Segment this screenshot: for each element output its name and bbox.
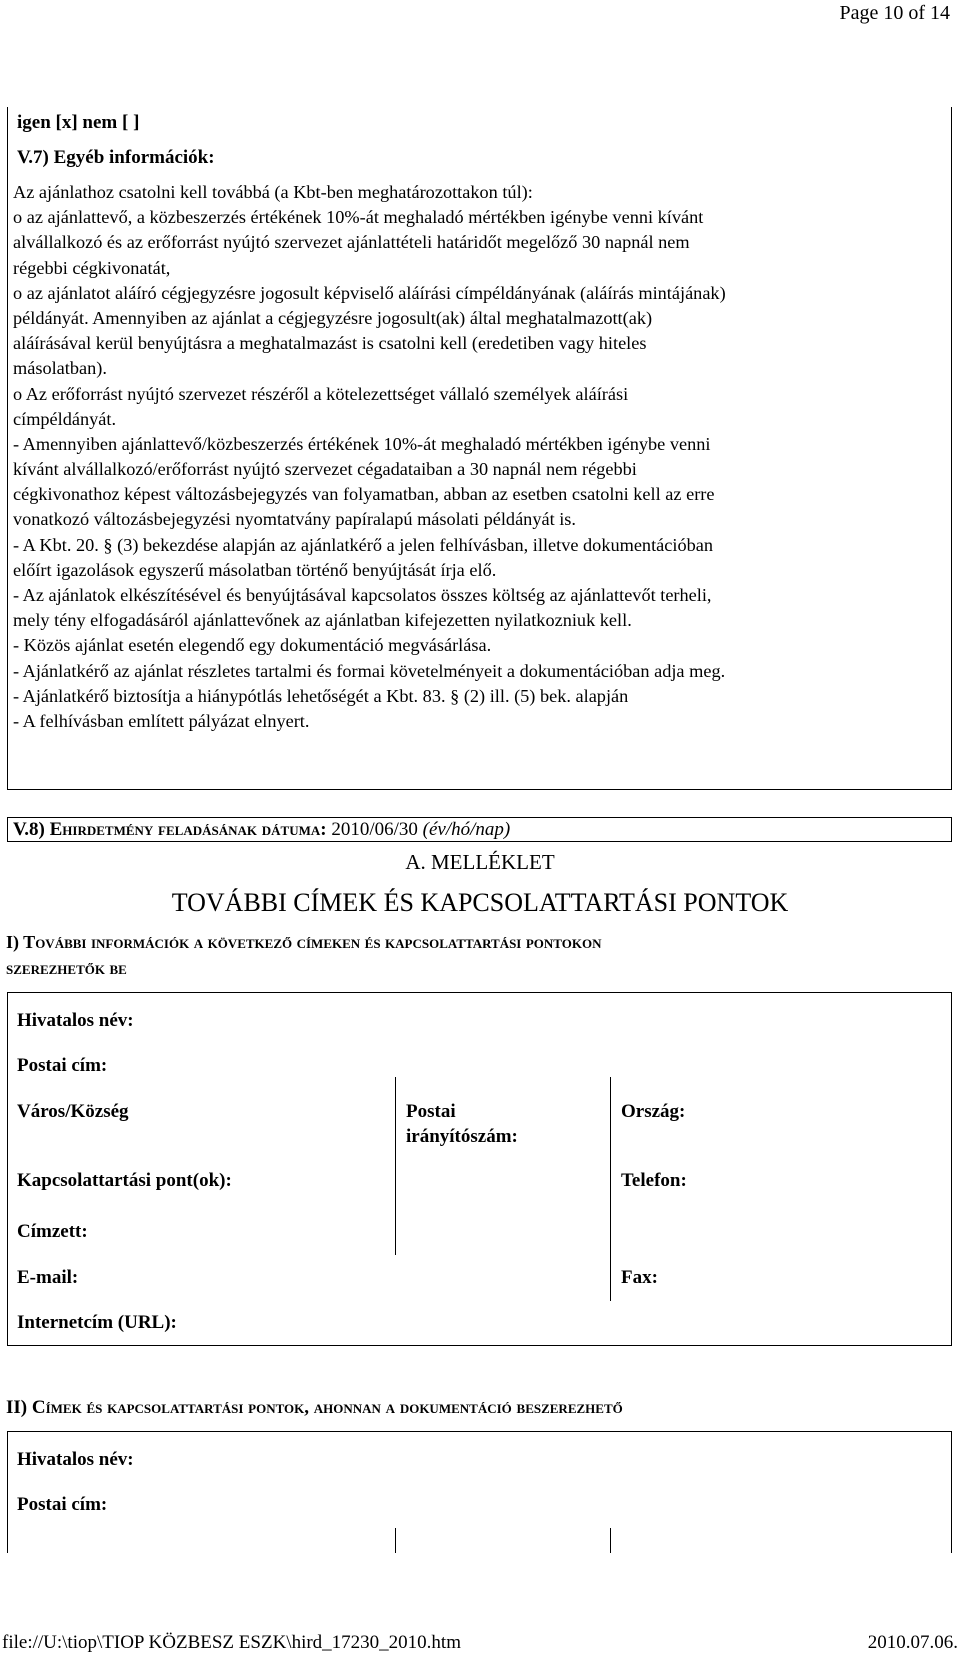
annex-title: A. MELLÉKLET xyxy=(405,850,555,874)
phone-label: Telefon: xyxy=(621,1170,687,1191)
v7-line: - A Kbt. 20. § (3) bekezdése alapján az ajánlatkérő a jelen felhívásban, illetve dokumentációban xyxy=(13,534,713,555)
country-label: Ország: xyxy=(621,1101,686,1122)
v8-format: (év/hó/nap) xyxy=(422,819,511,840)
v7-line: aláírásával kerül benyújtásra a meghatalmazást is csatolni kell (eredetiben vagy hiteles xyxy=(13,333,647,354)
v7-line: - Az ajánlatok elkészítésével és benyújtásával kapcsolatos összes költség az ajánlattevőt terheli, xyxy=(13,585,712,605)
section-ii-label: ímek és kapcsolattartási pontok, ahonnan a dokumentáció beszerezhető xyxy=(45,1397,623,1418)
email-label: E-mail: xyxy=(17,1267,79,1288)
addressee-label: Címzett: xyxy=(17,1221,88,1242)
fax-label: Fax: xyxy=(621,1267,658,1288)
postal-code-label-2: irányítószám: xyxy=(406,1126,518,1147)
v7-line: másolatban). xyxy=(13,358,107,379)
annex-heading: TOVÁBBI CÍMEK ÉS KAPCSOLATTARTÁSI PONTOK xyxy=(171,888,789,917)
postal-address-label-2: Postai cím: xyxy=(17,1494,108,1515)
section-ii-title xyxy=(6,1397,623,1419)
v7-line: Az ajánlathoz csatolni kell továbbá (a Kbt-ben meghatározottakon túl): xyxy=(13,182,533,202)
v8-prefix: V.8) E xyxy=(13,819,63,840)
v7-line: o az ajánlattevő, a közbeszerzés értékének 10%-át meghaladó mértékben igénybe venni kívánt xyxy=(13,207,704,228)
v7-body xyxy=(13,180,948,734)
page-number: Page 10 of 14 xyxy=(839,2,950,24)
section-i-title xyxy=(6,932,601,953)
v7-line: o Az erőforrást nyújtó szervezet részéről a kötelezettséget vállaló személyek aláírási xyxy=(13,383,629,404)
contact-form-1 xyxy=(7,992,952,1346)
section-ii-prefix: II) C xyxy=(6,1397,46,1418)
v8-line xyxy=(13,819,510,841)
v7-line: kívánt alvállalkozó/erőforrást nyújtó szervezet cégadataiban a 30 napnál nem régebbi xyxy=(13,459,637,480)
contact-point-label: Kapcsolattartási pont(ok): xyxy=(17,1170,232,1191)
v7-line: - Amennyiben ajánlattevő/közbeszerzés értékének 10%-át meghaladó mértékben igénybe venni xyxy=(13,433,711,454)
v7-line: cégkivonathoz képest változásbejegyzés van folyamatban, abban az esetben csatolni kell az erre xyxy=(13,484,715,505)
v7-line: előírt igazolások egyszerű másolatban történő benyújtását írja elő. xyxy=(13,559,497,580)
v7-line: mely tény elfogadásáról ajánlattevőnek az ajánlatban kifejezetten nyilatkozniuk kell. xyxy=(13,610,632,631)
v7-line: - Ajánlatkérő az ajánlat részletes tartalmi és formai követelményeit a dokumentációban adja meg. xyxy=(13,660,726,681)
section-i-line2: szerezhetők be xyxy=(6,958,127,978)
v7-line: - Közös ajánlat esetén elegendő egy dokumentáció megvásárlása. xyxy=(13,635,492,656)
postal-address-label: Postai cím: xyxy=(17,1055,108,1076)
official-name-label: Hivatalos név: xyxy=(17,1010,134,1031)
v7-title: V.7) Egyéb információk: xyxy=(17,147,215,168)
v7-line: - Ajánlatkérő biztosítja a hiánypótlás lehetőségét a Kbt. 83. § (2) ill. (5) bek. alapján xyxy=(13,685,629,706)
footer-path: file://U:\tiop\TIOP KÖZBESZ ESZK\hird_17230_2010.htm xyxy=(2,1632,461,1653)
v7-line: példányát. Amennyiben az ajánlat a cégjegyzésre jogosult(ak) által meghatalmazott(ak) xyxy=(13,307,653,328)
official-name-label-2: Hivatalos név: xyxy=(17,1449,134,1470)
v8-label: hirdetmény feladásának dátuma: xyxy=(62,819,327,840)
city-label: Város/Község xyxy=(17,1101,129,1122)
contact-form-2 xyxy=(7,1431,952,1553)
v7-line: régebbi cégkivonatát, xyxy=(13,257,171,278)
v7-line: o az ajánlatot aláíró cégjegyzésre jogosult képviselő aláírási címpéldányának (aláírás mintájának) xyxy=(13,282,726,303)
v8-date: 2010/06/30 xyxy=(331,819,418,840)
v7-line: vonatkozó változásbejegyzési nyomtatvány papíralapú másolati példányát is. xyxy=(13,509,576,530)
section-i-prefix: I) T xyxy=(6,932,36,952)
yes-no-line: igen [x] nem [ ] xyxy=(17,112,140,133)
section-i-label: ovábbi információk a következő címeken és kapcsolattartási pontokon xyxy=(35,932,602,952)
v7-line: - A felhívásban említett pályázat elnyert. xyxy=(13,710,310,731)
footer-date: 2010.07.06. xyxy=(867,1632,958,1653)
postal-code-label-1: Postai xyxy=(406,1101,456,1122)
v7-line: címpéldányát. xyxy=(13,408,117,429)
v7-line: alvállalkozó és az erőforrást nyújtó szervezet ajánlattételi határidőt megelőző 30 napnál nem xyxy=(13,232,690,253)
url-label: Internetcím (URL): xyxy=(17,1312,177,1333)
